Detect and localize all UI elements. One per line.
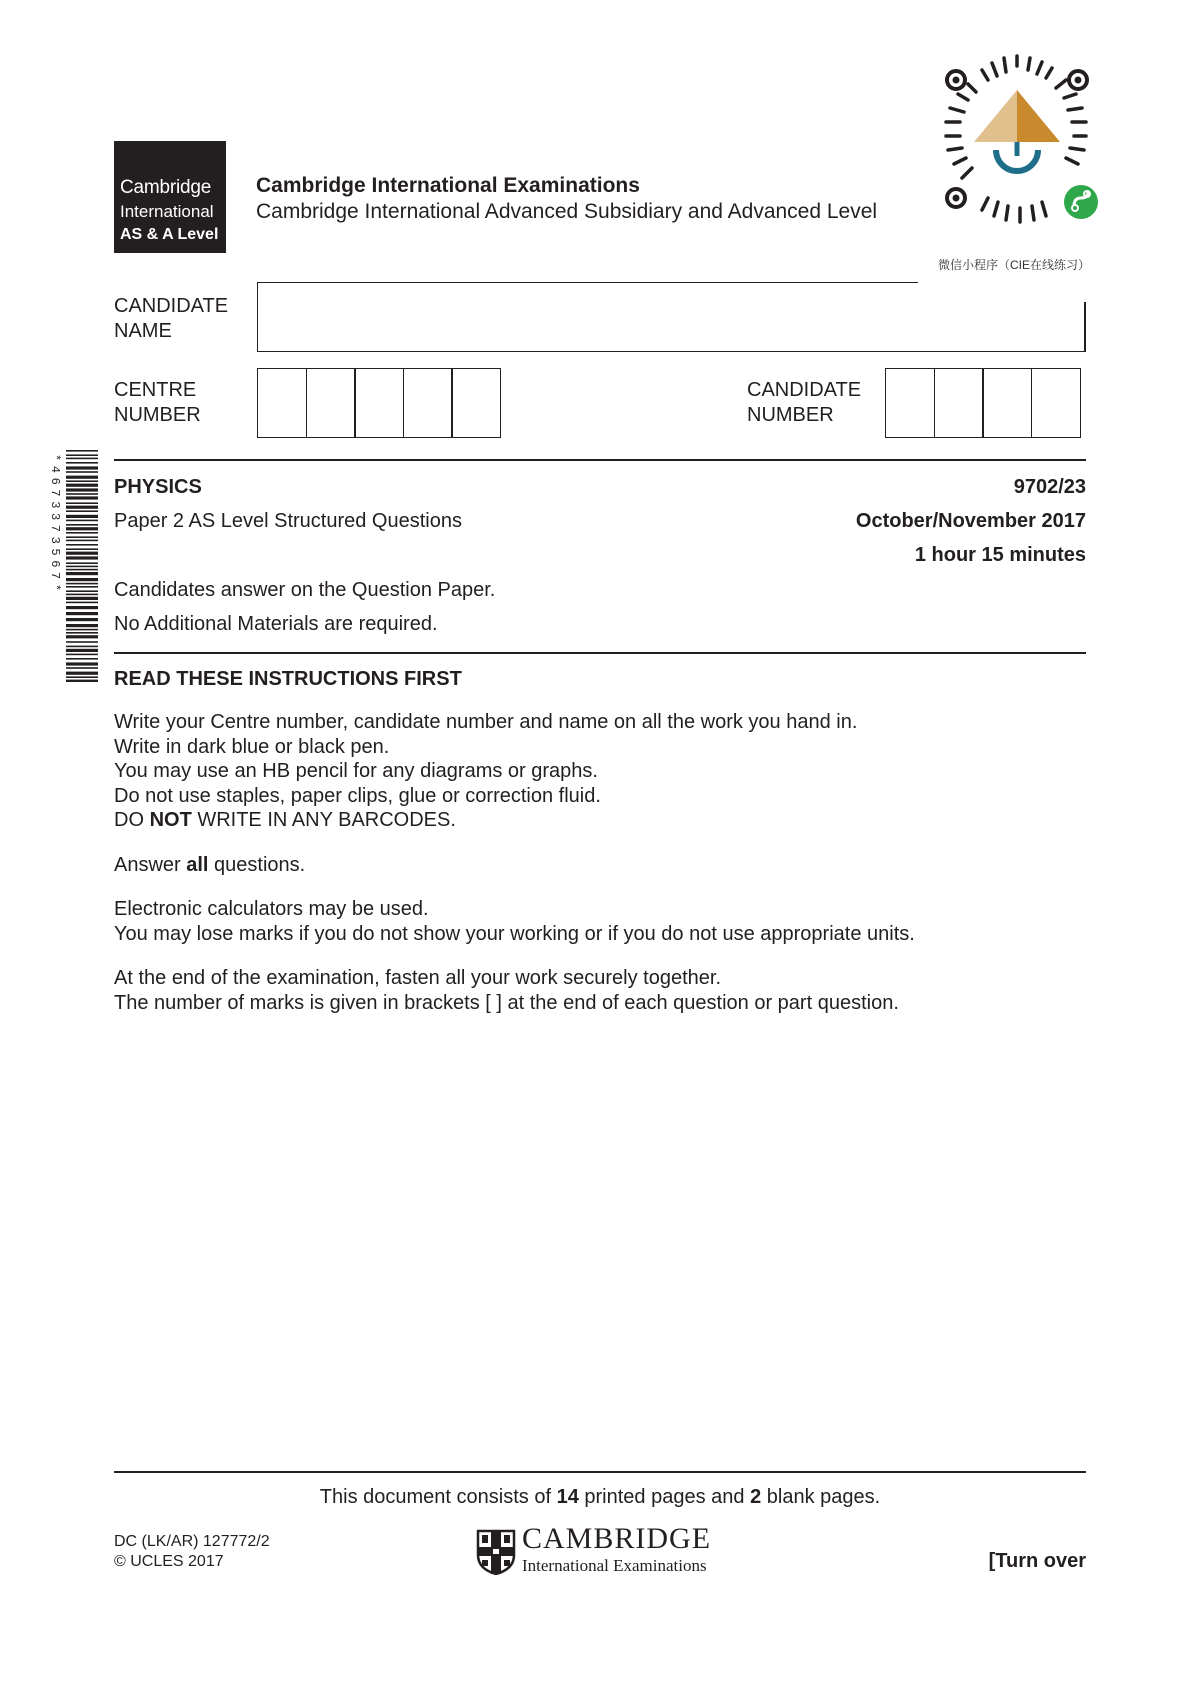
paper-title: Paper 2 AS Level Structured Questions <box>114 510 462 532</box>
barcode-bar <box>66 566 98 568</box>
barcode-bar <box>66 462 98 464</box>
candidate-name-label <box>114 294 228 344</box>
paper-code: 9702/23 <box>1013 476 1086 498</box>
candidate-number-cell[interactable] <box>885 368 935 438</box>
barcode-bar <box>66 493 98 495</box>
barcode-bar <box>66 454 98 456</box>
barcode-bar <box>66 680 98 682</box>
qr-caption: 微信小程序（CIE在线练习） <box>938 258 1091 272</box>
materials-note: No Additional Materials are required. <box>114 613 438 635</box>
barcode-bar <box>66 471 98 473</box>
instruction-text: Answer <box>114 853 187 876</box>
candidate-number-label-line-1: CANDIDATE <box>747 379 862 401</box>
centre-number-label-line-2: NUMBER <box>114 404 201 426</box>
instruction-line: Write in dark blue or black pen. <box>114 735 390 758</box>
instruction-text: WRITE IN ANY BARCODES. <box>191 809 456 831</box>
barcode-bar <box>66 515 98 518</box>
divider <box>114 652 1086 654</box>
barcode-bar <box>66 569 98 571</box>
document-reference <box>114 1532 270 1572</box>
barcode-bar <box>66 556 98 559</box>
centre-number-cell[interactable] <box>257 368 307 438</box>
cambridge-wordmark-sub: International Examinations <box>522 1556 707 1575</box>
page-count-text: This document consists of <box>319 1486 557 1508</box>
instruction-text: questions. <box>208 853 306 876</box>
blank-pages-count: 2 <box>750 1486 762 1508</box>
barcode-bar <box>66 484 98 487</box>
centre-number-field[interactable] <box>257 368 501 438</box>
instructions-heading: READ THESE INSTRUCTIONS FIRST <box>114 668 462 690</box>
barcode-bar <box>66 649 98 652</box>
instructions-block-4 <box>114 966 915 1015</box>
centre-number-cell[interactable] <box>306 368 356 438</box>
barcode-bar <box>66 658 98 660</box>
barcode-icon <box>46 450 98 682</box>
barcode-bar <box>66 618 98 621</box>
exam-session: October/November 2017 <box>855 510 1086 532</box>
logo-line-3: AS & A Level <box>120 226 219 243</box>
barcode-bar <box>66 632 98 634</box>
page-count-note <box>0 1486 1191 1509</box>
barcode-bar <box>66 612 98 615</box>
instructions-block-1 <box>114 710 915 833</box>
barcode-bar <box>66 572 98 575</box>
barcode-bar <box>66 662 98 665</box>
footer-divider <box>114 1471 1086 1473</box>
candidate-number-label <box>747 378 861 428</box>
exam-duration: 1 hour 15 minutes <box>914 544 1086 566</box>
instruction-text: DO <box>114 809 150 831</box>
barcode-bar <box>66 536 98 538</box>
barcode-bar <box>66 466 98 469</box>
copyright: © UCLES 2017 <box>114 1553 224 1570</box>
barcode-bar <box>66 562 98 564</box>
instruction-emphasis: NOT <box>149 809 192 831</box>
instructions-block-2 <box>114 853 915 878</box>
barcode-bar <box>66 646 98 648</box>
candidate-number-field[interactable] <box>885 368 1081 438</box>
subject: PHYSICS <box>114 476 202 498</box>
barcode-bar <box>66 672 98 675</box>
candidate-name-label-line-1: CANDIDATE <box>114 295 229 317</box>
barcode-bar <box>66 524 98 526</box>
barcode-bar <box>66 594 98 596</box>
instruction-line: Electronic calculators may be used. <box>114 898 429 920</box>
barcode-bar <box>66 480 98 482</box>
barcode-bar <box>66 583 98 585</box>
barcode-bar <box>66 667 98 669</box>
barcode-bar <box>66 502 98 504</box>
barcode-bar <box>66 654 98 656</box>
barcode-bar <box>66 496 98 499</box>
name-box-gap <box>918 280 1088 302</box>
printed-pages-count: 14 <box>556 1486 579 1508</box>
barcode-bar <box>66 544 98 546</box>
instruction-emphasis: all <box>186 853 209 876</box>
org-title: Cambridge International Examinations <box>256 174 640 197</box>
instruction-line: You may lose marks if you do not show your working or if you do not use appropriate units. <box>114 922 915 945</box>
instructions-block-3 <box>114 897 915 946</box>
instruction-line: Write your Centre number, candidate number and name on all the work you hand in. <box>114 711 858 733</box>
barcode-bar <box>66 476 98 479</box>
barcode-bar <box>66 606 98 609</box>
instruction-line <box>114 808 915 833</box>
instructions-body <box>114 710 915 1035</box>
barcode-bar <box>66 488 98 491</box>
barcode-bar <box>66 602 98 604</box>
barcode-bar <box>66 676 98 678</box>
barcode-bar <box>66 510 98 512</box>
qualification-title: Cambridge International Advanced Subsidiary and Advanced Level <box>256 200 878 223</box>
barcode-bar <box>66 552 98 555</box>
candidate-number-cell[interactable] <box>934 368 984 438</box>
barcode-text: *4673373567* <box>48 454 62 596</box>
qr-code-icon <box>926 50 1108 232</box>
cambridge-crest-icon <box>476 1529 516 1575</box>
barcode-bar <box>66 586 98 588</box>
logo-line-2: International <box>120 202 214 221</box>
answer-note: Candidates answer on the Question Paper. <box>114 579 496 601</box>
logo-line-1: Cambridge <box>120 177 212 198</box>
name-box-right-edge <box>1084 302 1086 352</box>
centre-number-cell[interactable] <box>403 368 453 438</box>
centre-number-cell[interactable] <box>451 368 501 438</box>
candidate-number-label-line-2: NUMBER <box>747 404 834 426</box>
barcode-bar <box>66 540 98 542</box>
instruction-line: At the end of the examination, fasten all your work securely together. <box>114 967 722 989</box>
barcode-bar <box>66 520 98 522</box>
barcode-bar <box>66 635 98 638</box>
centre-number-cell[interactable] <box>354 368 404 438</box>
barcode-bar <box>66 458 98 460</box>
barcode-bar <box>66 548 98 550</box>
barcode-bar <box>66 590 98 592</box>
barcode-bar <box>66 527 98 530</box>
reference-code: DC (LK/AR) 127772/2 <box>114 1533 270 1550</box>
barcode-bar <box>66 641 98 643</box>
cambridge-wordmark: CAMBRIDGE <box>522 1522 712 1555</box>
page-count-text: blank pages. <box>761 1486 881 1508</box>
barcode-bar <box>66 450 98 452</box>
candidate-name-label-line-2: NAME <box>114 320 172 342</box>
cambridge-logo <box>114 141 226 253</box>
divider <box>114 459 1086 461</box>
page-count-text: printed pages and <box>578 1486 751 1508</box>
barcode-bar <box>66 578 98 581</box>
instruction-line: Do not use staples, paper clips, glue or correction fluid. <box>114 784 601 807</box>
centre-number-label-line-1: CENTRE <box>114 379 197 401</box>
barcode-bar <box>66 532 98 534</box>
barcode-bar <box>66 597 98 600</box>
turn-over: [Turn over <box>988 1550 1086 1572</box>
barcode-bar <box>66 624 98 627</box>
barcode-bar <box>66 506 98 509</box>
candidate-number-cell[interactable] <box>1031 368 1081 438</box>
centre-number-label <box>114 378 201 428</box>
candidate-number-cell[interactable] <box>982 368 1032 438</box>
barcode-bar <box>66 629 98 631</box>
instruction-line: The number of marks is given in brackets [ ] at the end of each question or part question. <box>114 991 899 1014</box>
instruction-line <box>114 853 915 878</box>
instruction-line: You may use an HB pencil for any diagrams or graphs. <box>114 760 598 782</box>
